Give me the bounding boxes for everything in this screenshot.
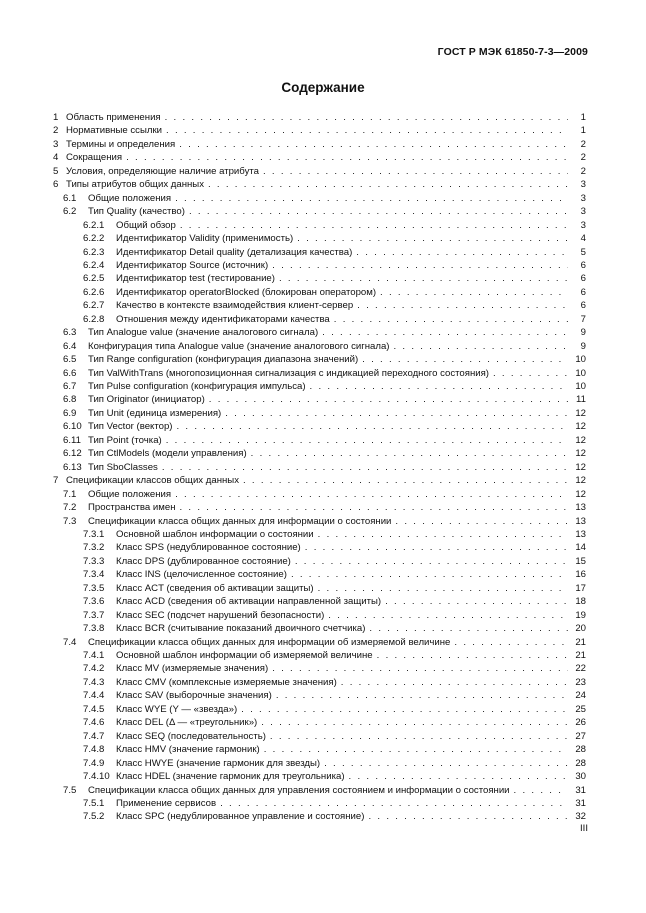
toc-entry[interactable] [53,810,586,823]
toc-entry-title: Общие положения [88,488,172,500]
toc-entry-page: 12 [575,421,586,433]
dot-leader [180,501,569,514]
toc-entry-title: Отношения между идентификаторами качества [116,313,330,325]
page-number: III [580,823,588,834]
toc-entry-page: 22 [575,663,586,675]
toc-entry-title: Спецификации класса общих данных для управления состоянием и информации о состоянии [88,784,510,796]
toc-entry[interactable] [53,488,586,501]
toc-entry-title: Тип Originator (инициатор) [88,394,205,406]
toc-entry-page: 9 [580,340,586,352]
dot-leader [393,340,568,353]
dot-leader [385,595,568,608]
toc-entry[interactable] [53,784,586,797]
toc-entry-page: 10 [575,367,586,379]
toc-entry-number: 6.9 [63,407,77,419]
toc-entry-title: Тип CtlModels (модели управления) [88,448,247,460]
toc-entry[interactable] [53,649,586,662]
toc-entry-title: Общие положения [88,192,172,204]
toc-entry-title: Общий обзор [116,219,176,231]
toc-entry-title: Класс SPS (недублированное состояние) [116,542,301,554]
toc-entry-title: Класс ACD (сведения об активации направленной защиты) [116,596,382,608]
toc-entry[interactable] [53,474,586,487]
toc-entry-title: Класс BCR (считывание показаний двоичного счетчика) [116,623,366,635]
dot-leader [179,138,568,151]
toc-entry-number: 1 [53,112,59,123]
toc-entry-number: 6.7 [63,381,77,392]
toc-entry-title: Класс WYE (Y — «звезда») [116,703,238,715]
dot-leader [208,178,568,191]
toc-entry-number: 6.3 [63,327,77,339]
toc-entry-page: 6 [580,300,586,312]
dot-leader [276,689,568,702]
toc-entry-number: 6.2.4 [83,259,105,271]
toc-entry-page: 26 [575,717,586,729]
dot-leader [305,541,568,554]
toc-entry[interactable] [53,407,586,420]
dot-leader [251,447,568,460]
dot-leader [395,515,568,528]
dot-leader [380,286,568,299]
toc-entry-page: 16 [575,569,586,581]
toc-entry-page: 6 [580,259,586,271]
dot-leader [324,757,568,770]
toc-entry-page: 2 [580,165,586,177]
toc-entry-number: 6.6 [63,367,77,379]
toc-entry-number: 7.3.4 [83,569,105,581]
dot-leader [270,730,568,743]
toc-entry-page: 13 [575,502,586,514]
toc-entry-page: 2 [580,152,586,164]
dot-leader [166,124,568,137]
toc-entry-title: Спецификации класса общих данных для информации об измеряемой величине [88,636,451,648]
toc-entry-page: 14 [575,542,586,554]
toc-entry-page: 12 [575,475,586,487]
toc-entry-title: Класс HMV (значение гармоник) [116,744,260,756]
page-title: Содержание [281,80,365,95]
toc-entry-title: Спецификации классов общих данных [66,475,239,487]
toc-entry-title: Условия, определяющие наличие атрибута [66,165,259,177]
toc-entry-number: 7.2 [63,502,77,514]
toc-entry-page: 3 [580,219,586,231]
toc-entry-title: Идентификатор Detail quality (детализация качества) [116,246,353,258]
toc-entry-number: 6.8 [63,394,77,406]
toc-entry[interactable] [53,380,586,393]
dot-leader [369,622,568,635]
dot-leader [318,528,568,541]
toc-entry-number: 6.1 [63,192,77,204]
toc-entry-page: 21 [575,636,586,648]
toc-entry[interactable] [53,662,586,675]
toc-entry[interactable] [53,622,586,635]
toc-entry-page: 23 [575,676,586,688]
toc-entry-title: Идентификатор Source (источник) [116,259,269,271]
toc-entry-title: Тип Point (точка) [88,434,162,446]
toc-entry[interactable] [53,689,586,702]
dot-leader [514,784,568,797]
toc-entry-title: Типы атрибутов общих данных [66,179,204,191]
toc-entry-page: 24 [575,690,586,702]
toc-entry-title: Класс CMV (комплексные измеряемые значения) [116,676,337,688]
toc-entry[interactable] [53,286,586,299]
dot-leader [368,810,568,823]
toc-entry[interactable] [53,434,586,447]
toc-entry-page: 10 [575,381,586,392]
toc-entry-page: 7 [580,313,586,325]
toc-entry-page: 32 [575,811,586,823]
toc-entry-number: 7.3.6 [83,596,105,608]
toc-entry[interactable] [53,743,586,756]
toc-entry[interactable] [53,447,586,460]
toc-entry-number: 7.3.1 [83,528,105,540]
toc-entry-page: 10 [575,354,586,366]
toc-entry-title: Класс MV (измеряемые значения) [116,663,269,675]
dot-leader [310,380,568,393]
toc-entry-number: 7.4.1 [83,650,105,661]
toc-entry-page: 12 [575,407,586,419]
toc-entry-page: 15 [575,555,586,567]
toc-entry-page: 30 [575,771,586,783]
dot-leader [243,474,568,487]
toc-entry-number: 6.12 [63,448,82,460]
toc-entry[interactable] [53,797,586,810]
toc-entry-number: 6.2.1 [83,219,105,231]
toc-entry-title: Тип Vector (вектор) [88,421,173,433]
toc-entry-number: 7.4.6 [83,717,105,729]
toc-entry[interactable] [53,676,586,689]
toc-entry-title: Качество в контексте взаимодействия клиент-сервер [116,300,354,312]
toc-entry-number: 7.3.7 [83,609,105,621]
toc-entry-number: 7.4.3 [83,676,105,688]
dot-leader [261,716,568,729]
toc-entry-page: 13 [575,528,586,540]
dot-leader [175,488,568,501]
dot-leader [356,246,568,259]
toc-entry-number: 6.2.5 [83,273,105,285]
toc-entry-title: Тип ValWithTrans (многопозиционная сигнализация с индикацией переходного состояния) [88,367,489,379]
toc-entry-page: 2 [580,138,586,150]
dot-leader [180,219,568,232]
toc-entry-page: 6 [580,273,586,285]
toc-entry-title: Пространства имен [88,502,176,514]
toc-entry-number: 7.4.10 [83,771,110,783]
toc-entry-number: 7.4.4 [83,690,105,702]
toc-entry-title: Тип Quality (качество) [88,206,185,218]
dot-leader [295,555,568,568]
toc-entry-page: 3 [580,192,586,204]
toc-entry-title: Тип Range configuration (конфигурация диапазона значений) [88,354,359,366]
toc-entry-number: 7.1 [63,488,77,500]
toc-entry-page: 9 [580,327,586,339]
toc-entry[interactable] [53,299,586,312]
toc-entry[interactable] [53,770,586,783]
toc-entry-number: 7.3.3 [83,555,105,567]
dot-leader [166,434,568,447]
dot-leader [341,676,568,689]
dot-leader [189,205,568,218]
toc-entry-page: 25 [575,703,586,715]
toc-entry-title: Идентификатор Validity (применимость) [116,233,294,245]
toc-entry-title: Область применения [66,112,161,123]
toc-entry[interactable] [53,636,586,649]
toc-entry[interactable] [53,568,586,581]
toc-entry-number: 6 [53,179,59,191]
dot-leader [209,393,568,406]
toc-entry-title: Основной шаблон информации о состоянии [116,528,314,540]
toc-entry-title: Класс HDEL (значение гармоник для треугольника) [116,771,345,783]
toc-entry-page: 20 [575,623,586,635]
toc-entry-title: Идентификатор operatorBlocked (блокирован оператором) [116,286,377,298]
dot-leader [177,420,569,433]
toc-entry-page: 12 [575,434,586,446]
toc-entry-title: Сокращения [66,152,123,164]
toc-entry[interactable] [53,340,586,353]
toc-entry-number: 7.4.9 [83,757,105,769]
toc-entry-number: 7.4.5 [83,703,105,715]
dot-leader [377,649,568,662]
toc-entry-number: 6.2.8 [83,313,105,325]
toc-entry-title: Класс INS (целочисленное состояние) [116,569,287,581]
toc-entry-number: 6.2.3 [83,246,105,258]
toc-entry-page: 12 [575,448,586,460]
toc-entry-number: 6.2 [63,206,77,218]
toc-entry[interactable] [53,461,586,474]
dot-leader [225,407,568,420]
toc-entry-page: 4 [580,233,586,245]
toc-entry-number: 7.3.5 [83,582,105,594]
toc-entry[interactable] [53,178,586,191]
toc-entry-number: 6.2.6 [83,286,105,298]
dot-leader [272,662,568,675]
toc-entry-number: 6.2.7 [83,300,105,312]
toc-entry[interactable] [53,595,586,608]
dot-leader [126,151,568,164]
toc-entry-number: 7.5 [63,784,77,796]
toc-entry-page: 28 [575,757,586,769]
toc-entry-number: 7.4.8 [83,744,105,756]
toc-entry-page: 3 [580,179,586,191]
toc-entry-number: 6.10 [63,421,82,433]
toc-entry[interactable] [53,138,586,151]
toc-entry[interactable] [53,205,586,218]
toc-entry-page: 13 [575,515,586,527]
dot-leader [279,272,568,285]
toc-entry-number: 7.4 [63,636,77,648]
toc-entry[interactable] [53,393,586,406]
toc-entry[interactable] [53,515,586,528]
toc-entry-page: 17 [575,582,586,594]
toc-entry-title: Класс SEQ (последовательность) [116,730,266,742]
toc-entry-page: 1 [580,112,586,123]
dot-leader [493,367,568,380]
toc-entry-title: Класс DPS (дублированное состояние) [116,555,291,567]
toc-entry-title: Идентификатор test (тестирование) [116,273,275,285]
toc-entry-title: Тип Pulse configuration (конфигурация импульса) [88,381,306,392]
dot-leader [318,582,568,595]
toc-entry-page: 19 [575,609,586,621]
toc-entry-title: Тип Unit (единица измерения) [88,407,222,419]
toc-entry-number: 7.3.2 [83,542,105,554]
toc-entry-page: 31 [575,797,586,809]
dot-leader [362,353,568,366]
toc-entry-number: 4 [53,152,59,164]
toc-entry-number: 5 [53,165,59,177]
dot-leader [291,568,568,581]
toc-entry-title: Основной шаблон информации об измеряемой величине [116,650,373,661]
toc-entry[interactable] [53,326,586,339]
dot-leader [322,326,568,339]
toc-entry-title: Класс SEC (подсчет нарушений безопасности) [116,609,325,621]
toc-entry-page: 27 [575,730,586,742]
toc-entry-number: 6.13 [63,461,82,473]
toc-entry-title: Тип Analogue value (значение аналогового сигнала) [88,327,319,339]
toc-entry[interactable] [53,272,586,285]
toc-entry-number: 3 [53,138,59,150]
toc-entry[interactable] [53,367,586,380]
toc-entry-number: 7.5.2 [83,811,105,823]
toc-entry[interactable] [53,716,586,729]
toc-entry-title: Конфигурация типа Analogue value (значение аналогового сигнала) [88,340,390,352]
toc-entry[interactable] [53,703,586,716]
toc-entry[interactable] [53,528,586,541]
toc-entry-number: 7.5.1 [83,797,105,809]
toc-entry-page: 12 [575,488,586,500]
dot-leader [272,259,568,272]
toc-entry-number: 7.3 [63,515,77,527]
toc-entry-title: Нормативные ссылки [66,125,163,137]
dot-leader [241,703,568,716]
toc-entry[interactable] [53,757,586,770]
toc-entry-page: 6 [580,286,586,298]
toc-entry-number: 2 [53,125,59,137]
toc-entry-title: Применение сервисов [116,797,217,809]
dot-leader [334,313,568,326]
toc-entry[interactable] [53,192,586,205]
toc-entry-page: 1 [580,125,586,137]
toc-entry[interactable] [53,541,586,554]
toc-entry[interactable] [53,111,586,124]
toc-entry[interactable] [53,555,586,568]
toc-entry-number: 6.2.2 [83,233,105,245]
toc-entry-page: 5 [580,246,586,258]
dot-leader [454,636,568,649]
toc-entry[interactable] [53,420,586,433]
toc-entry[interactable] [53,151,586,164]
toc-entry-number: 7.4.7 [83,730,105,742]
toc-entry-title: Класс ACT (сведения об активации защиты) [116,582,314,594]
dot-leader [220,797,568,810]
dot-leader [162,461,568,474]
toc-entry[interactable] [53,313,586,326]
dot-leader [328,609,568,622]
toc-entry[interactable] [53,246,586,259]
toc-entry-number: 7 [53,475,59,487]
toc-entry[interactable] [53,165,586,178]
dot-leader [175,192,568,205]
toc-entry-title: Класс SPC (недублированное управление и состояние) [116,811,365,823]
toc-entry-title: Класс SAV (выборочные значения) [116,690,272,702]
toc-entry[interactable] [53,219,586,232]
toc-entry-title: Спецификации класса общих данных для информации о состоянии [88,515,392,527]
toc-entry[interactable] [53,259,586,272]
toc-entry-page: 18 [575,596,586,608]
dot-leader [264,743,568,756]
toc-entry-title: Класс HWYE (значение гармоник для звезды) [116,757,321,769]
toc-entry-title: Термины и определения [66,138,176,150]
toc-entry-number: 7.4.2 [83,663,105,675]
toc-entry[interactable] [53,501,586,514]
toc-entry-number: 7.3.8 [83,623,105,635]
toc-entry[interactable] [53,353,586,366]
toc-entry-title: Класс DEL (Δ — «треугольник») [116,717,258,729]
toc-entry-page: 31 [575,784,586,796]
toc-entry-page: 11 [576,394,586,406]
dot-leader [165,111,568,124]
dot-leader [349,770,568,783]
dot-leader [263,165,568,178]
toc-entry[interactable] [53,609,586,622]
toc-entry[interactable] [53,730,586,743]
toc-entry-number: 6.11 [63,434,81,446]
dot-leader [297,232,568,245]
toc-entry[interactable] [53,232,586,245]
toc-entry-number: 6.4 [63,340,77,352]
toc-entry-page: 21 [575,650,586,661]
document-header: ГОСТ Р МЭК 61850-7-3—2009 [437,46,588,58]
toc-entry-page: 3 [580,206,586,218]
dot-leader [357,299,568,312]
toc-entry-page: 12 [575,461,586,473]
toc-entry-page: 28 [575,744,586,756]
toc-entry-number: 6.5 [63,354,77,366]
toc-entry[interactable] [53,124,586,137]
toc-entry-title: Тип SboClasses [88,461,158,473]
toc-entry[interactable] [53,582,586,595]
